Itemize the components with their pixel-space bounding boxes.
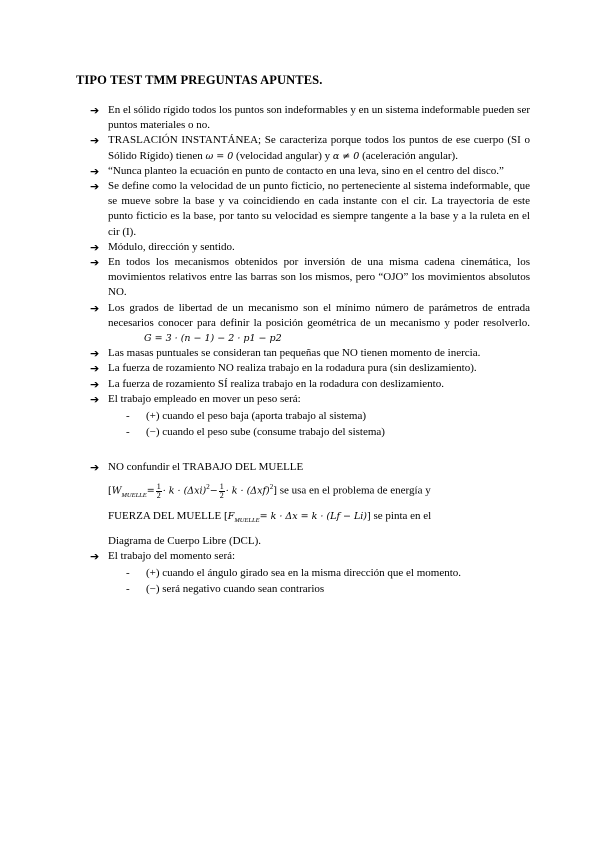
- sub-item-text: (−) cuando el peso sube (consume trabajo del sistema): [146, 426, 385, 439]
- item-text: En el sólido rígido todos los puntos son indeformables y en un sistema indeformable pueden ser puntos materiales o no.: [108, 104, 530, 132]
- spring-force-line: [108, 506, 530, 531]
- list-item: [90, 549, 530, 597]
- exponent: 2: [206, 483, 210, 492]
- item-text: Se define como la velocidad de un punto ficticio, no perteneciente al sistema indeformable, que se mueve sobre la base y va coincidiendo en cada instante con el cir. La trayectoria de este punto ficticio es la base, por tanto su velocidad es siempre tangente a la base y a la ruleta en el cir (I).: [108, 180, 530, 238]
- spring-force-desc: se pinta en el: [370, 509, 432, 522]
- dash-bullet: -: [126, 583, 130, 596]
- f-symbol: F: [227, 510, 235, 522]
- arrow-bullet-icon: ➔: [90, 104, 100, 117]
- alpha-formula: α ≠ 0: [332, 150, 360, 162]
- list-item: [90, 103, 530, 133]
- spacer: [108, 440, 530, 460]
- sub-item-text: (−) será negativo cuando sean contrarios: [146, 583, 325, 596]
- spring-force-formula: = k · Δx = k · (Lf − Li): [259, 510, 368, 522]
- sub-list-item: [108, 424, 530, 440]
- list-item: [90, 179, 530, 240]
- spring-work-desc: se usa en el problema de energía y: [276, 484, 431, 497]
- fraction-half: [156, 483, 162, 500]
- close-bracket: ]: [367, 510, 371, 522]
- item-text: “Nunca planteo la ecuación en punto de contacto en una leva, sino en el centro del disco.”: [108, 164, 504, 177]
- sub-item-text: (+) cuando el ángulo girado sea en la misma dirección que el momento.: [146, 567, 462, 580]
- item-text: Los grados de libertad de un mecanismo son el mínimo número de parámetros de entrada necesarios conocer para definir la posición geométrica de un mecanismo y poder resolverlo.: [108, 301, 530, 329]
- subscript-muelle: MUELLE: [121, 491, 147, 499]
- list-item: [90, 346, 530, 361]
- arrow-bullet-icon: ➔: [90, 180, 100, 194]
- arrow-bullet-icon: ➔: [90, 347, 100, 361]
- term-final: · k · (Δxf): [225, 485, 270, 497]
- list-item: [90, 361, 530, 376]
- sub-list: [108, 408, 530, 440]
- sub-item-text: (+) cuando el peso baja (aporta trabajo al sistema): [146, 410, 366, 423]
- dash-bullet: -: [126, 567, 130, 580]
- item-text: La fuerza de rozamiento SÍ realiza trabajo en la rodadura con deslizamiento.: [108, 377, 444, 390]
- arrow-bullet-icon: ➔: [90, 256, 100, 270]
- list-item: [90, 460, 530, 549]
- exponent: 2: [269, 483, 274, 492]
- sub-list-item: [108, 565, 530, 581]
- arrow-bullet-icon: ➔: [90, 550, 100, 564]
- arrow-bullet-icon: ➔: [90, 377, 100, 391]
- dash-bullet: -: [126, 426, 130, 439]
- spring-heading: NO confundir el TRABAJO DEL MUELLE: [108, 461, 304, 474]
- spring-work-line: [108, 477, 530, 506]
- fraction-denominator: 2: [156, 490, 161, 500]
- list-item: [90, 392, 530, 460]
- arrow-bullet-icon: ➔: [90, 392, 100, 406]
- item-text: Módulo, dirección y sentido.: [108, 240, 235, 253]
- open-bracket: [: [224, 510, 228, 522]
- page-title: TIPO TEST TMM PREGUNTAS APUNTES.: [76, 73, 323, 87]
- bullet-list: [90, 103, 530, 597]
- arrow-bullet-icon: ➔: [90, 301, 100, 315]
- equals-sign: =: [146, 485, 155, 497]
- subscript-muelle: MUELLE: [234, 517, 260, 525]
- fraction-denominator: 2: [219, 490, 224, 500]
- arrow-bullet-icon: ➔: [90, 134, 100, 148]
- list-item: [90, 377, 530, 392]
- minus-sign: −: [209, 485, 218, 497]
- list-item: [90, 240, 530, 255]
- item-text: (velocidad angular) y: [233, 149, 333, 162]
- term-initial: · k · (Δxi): [162, 485, 207, 497]
- arrow-bullet-icon: ➔: [90, 240, 100, 254]
- item-text: El trabajo empleado en mover un peso será:: [108, 392, 301, 405]
- dash-bullet: -: [126, 410, 130, 423]
- sub-list-item: [108, 581, 530, 597]
- fraction-half: [219, 483, 225, 500]
- item-text: (aceleración angular).: [359, 149, 458, 162]
- spring-force-label: FUERZA DEL MUELLE: [108, 509, 224, 522]
- item-text: La fuerza de rozamiento NO realiza trabajo en la rodadura pura (sin deslizamiento).: [108, 362, 477, 375]
- sub-list: [108, 565, 530, 597]
- fraction-numerator: 1: [156, 481, 161, 491]
- arrow-bullet-icon: ➔: [90, 362, 100, 376]
- arrow-bullet-icon: ➔: [90, 164, 100, 178]
- list-item: [90, 301, 530, 347]
- spring-last-line: Diagrama de Cuerpo Libre (DCL).: [108, 535, 262, 548]
- item-text: Las masas puntuales se consideran tan pequeñas que NO tienen momento de inercia.: [108, 347, 481, 360]
- degrees-of-freedom-formula: G = 3 · (n − 1) − 2 · p1 − p2: [144, 333, 282, 345]
- list-item: [90, 133, 530, 163]
- item-text: TRASLACIÓN INSTANTÁNEA; Se caracteriza porque todos los puntos de ese cuerpo (SI o Sólido Rígido) tienen: [108, 134, 530, 162]
- close-bracket: ]: [273, 485, 277, 497]
- sub-list-item: [108, 408, 530, 424]
- list-item: [90, 255, 530, 301]
- fraction-numerator: 1: [219, 481, 224, 491]
- w-symbol: W: [111, 485, 122, 497]
- list-item: [90, 164, 530, 179]
- omega-formula: ω = 0: [205, 150, 234, 162]
- arrow-bullet-icon: ➔: [90, 461, 100, 475]
- item-text: El trabajo del momento será:: [108, 550, 236, 563]
- item-text: En todos los mecanismos obtenidos por inversión de una misma cadena cinemática, los movimientos relativos entre las barras son los mismos, pero “OJO” los movimientos absolutos NO.: [108, 256, 530, 299]
- open-bracket: [: [108, 485, 112, 497]
